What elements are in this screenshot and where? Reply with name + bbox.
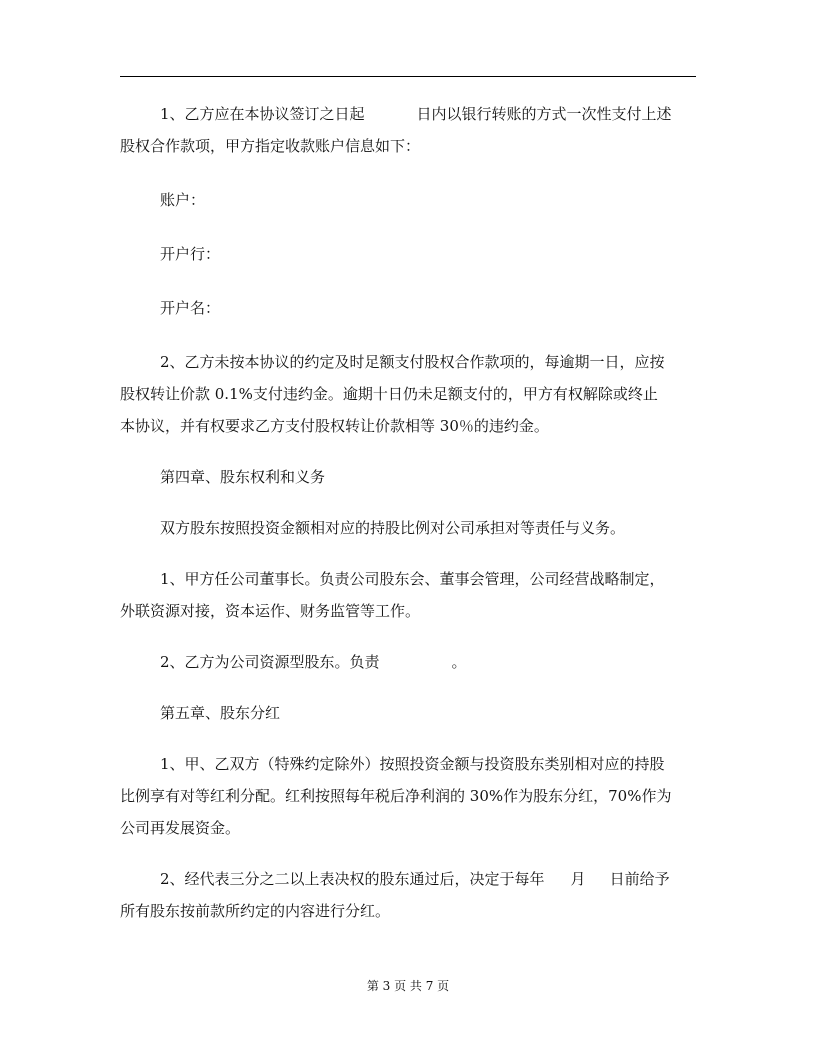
paragraph-shareholder-duty: 双方股东按照投资金额相对应的持股比例对公司承担对等责任与义务。 [160, 519, 626, 537]
paragraph-party-a-role: 1、甲方任公司董事长。负责公司股东会、董事会管理，公司经营战略制定， 外联资源对接，资本运作、财务监管等工作。 [120, 570, 665, 620]
paragraph-penalty: 2、乙方未按本协议的约定及时足额支付股权合作款项的，每逾期一日，应按 股权转让价款 0.1%支付违约金。逾期十日仍未足额支付的，甲方有权解除或终止 本协议，并有权要求乙方支付股权转让价款相等 30％的违约金。 [120, 353, 665, 435]
page-indicator: 第 3 页 共 7 页 [366, 979, 450, 993]
document-body [120, 98, 696, 927]
paragraph-payment-term: 1、乙方应在本协议签订之日起 日内以银行转账的方式一次性支付上述 股权合作款项，甲方指定收款账户信息如下： [120, 105, 672, 155]
paragraph-dividend-ratio: 1、甲、乙双方（特殊约定除外）按照投资金额与投资股东类别相对应的持股 比例享有对等红利分配。红利按照每年税后净利润的 30%作为股东分红，70%作为 公司再发展资金。 [120, 755, 672, 837]
header-rule [120, 76, 696, 77]
chapter-heading-5: 第五章、股东分红 [160, 704, 281, 722]
paragraph-dividend-date: 2、经代表三分之二以上表决权的股东通过后，决定于每年 月 日前给予 所有股东按前款所约定的内容进行分红。 [120, 870, 670, 920]
paragraph-account-name: 开户名： [160, 299, 221, 317]
chapter-heading-4: 第四章、股东权利和义务 [160, 468, 326, 486]
paragraph-party-b-role: 2、乙方为公司资源型股东。负责 。 [160, 653, 467, 671]
paragraph-account: 账户： [160, 191, 206, 209]
paragraph-bank: 开户行： [160, 245, 221, 263]
